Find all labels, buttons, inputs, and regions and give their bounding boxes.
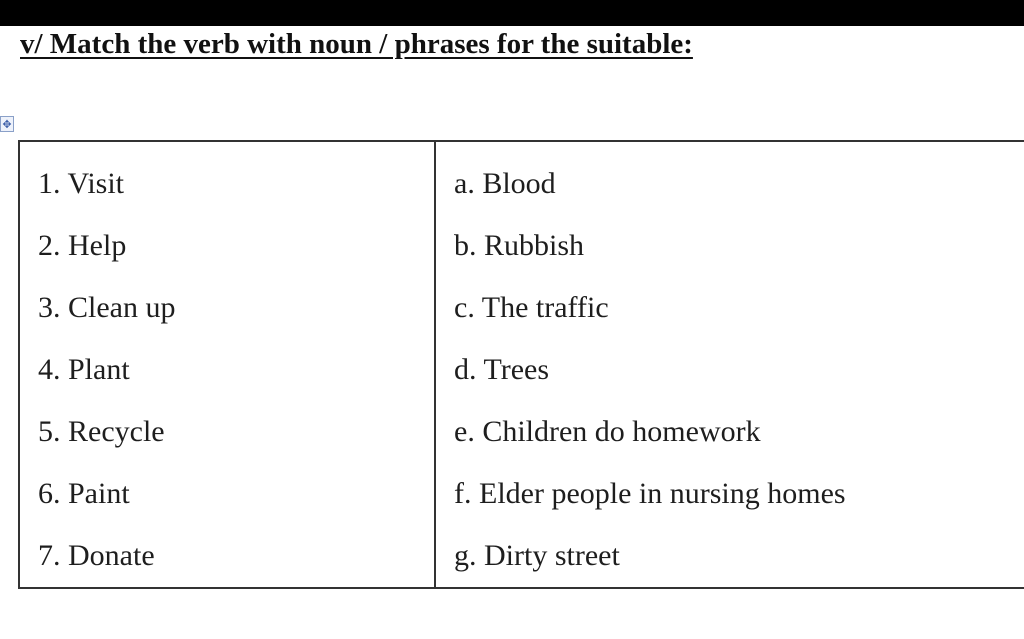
noun-item: c. The traffic [454, 291, 609, 324]
noun-item: a. Blood [454, 167, 556, 200]
verb-item: 7. Donate [38, 539, 155, 572]
noun-item: f. Elder people in nursing homes [454, 477, 846, 510]
verb-item: 4. Plant [38, 353, 130, 386]
matching-table [18, 140, 1024, 589]
top-black-bar [0, 0, 1024, 26]
nouns-column [435, 141, 1024, 588]
verb-item: 1. Visit [38, 167, 125, 200]
verbs-column [19, 141, 435, 588]
noun-item: e. Children do homework [454, 415, 761, 448]
table-move-handle-icon[interactable]: ✥ [0, 116, 14, 132]
noun-item: g. Dirty street [454, 539, 620, 572]
verb-item: 3. Clean up [38, 291, 176, 324]
table-row [19, 141, 1024, 588]
exercise-heading: v/ Match the verb with noun / phrases for the suitable: [20, 28, 693, 60]
verb-item: 2. Help [38, 229, 127, 262]
verb-item: 5. Recycle [38, 415, 165, 448]
noun-item: d. Trees [454, 353, 550, 386]
verb-item: 6. Paint [38, 477, 130, 510]
noun-item: b. Rubbish [454, 229, 585, 262]
